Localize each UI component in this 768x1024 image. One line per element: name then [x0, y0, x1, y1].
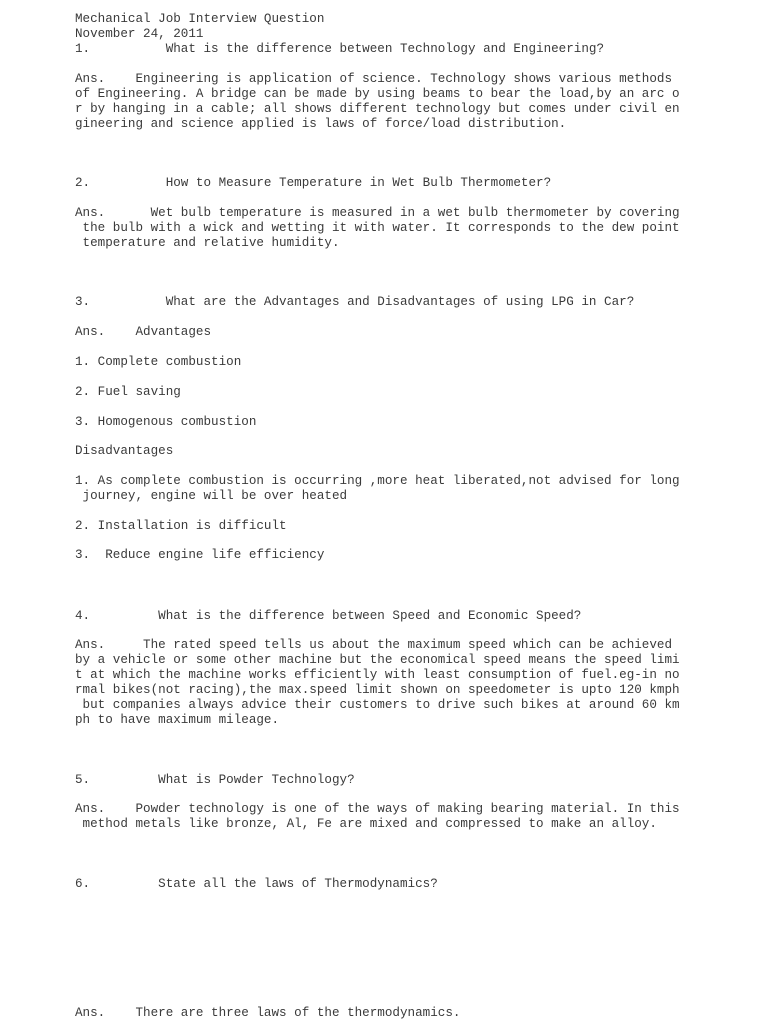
document-title: Mechanical Job Interview Question — [75, 12, 325, 26]
answer-1-line: Ans. Engineering is application of science. Technology shows various methods — [75, 72, 673, 86]
answer-1-line: of Engineering. A bridge can be made by using beams to bear the load,by an arc o — [75, 87, 680, 101]
question-3: 3. What are the Advantages and Disadvantages of using LPG in Car? — [75, 295, 635, 309]
answer-5-line: Ans. Powder technology is one of the ways of making bearing material. In this — [75, 802, 680, 816]
answer-3-line: Ans. Advantages — [75, 325, 212, 339]
question-6: 6. State all the laws of Thermodynamics? — [75, 877, 438, 891]
answer-4-line: ph to have maximum mileage. — [75, 713, 280, 727]
subheading-disadvantages: Disadvantages — [75, 444, 174, 458]
list-item: 1. Complete combustion — [75, 355, 242, 369]
answer-4-line: but companies always advice their customers to drive such bikes at around 60 km — [75, 698, 680, 712]
answer-4-line: rmal bikes(not racing),the max.speed limit shown on speedometer is upto 120 kmph — [75, 683, 680, 697]
list-item: 2. Installation is difficult — [75, 519, 287, 533]
answer-4-line: by a vehicle or some other machine but the economical speed means the speed limi — [75, 653, 680, 667]
question-2: 2. How to Measure Temperature in Wet Bulb Thermometer? — [75, 176, 552, 190]
list-item: 3. Reduce engine life efficiency — [75, 548, 325, 562]
answer-6-line: Ans. There are three laws of the thermodynamics. — [75, 1006, 461, 1020]
answer-1-line: gineering and science applied is laws of force/load distribution. — [75, 117, 567, 131]
answer-5-line: method metals like bronze, Al, Fe are mixed and compressed to make an alloy. — [75, 817, 657, 831]
answer-4-line: Ans. The rated speed tells us about the maximum speed which can be achieved — [75, 638, 673, 652]
document-date: November 24, 2011 — [75, 27, 204, 41]
answer-4-line: t at which the machine works efficiently with least consumption of fuel.eg-in no — [75, 668, 680, 682]
list-item: 3. Homogenous combustion — [75, 415, 257, 429]
answer-2-line: the bulb with a wick and wetting it with water. It corresponds to the dew point — [75, 221, 680, 235]
question-5: 5. What is Powder Technology? — [75, 773, 355, 787]
answer-1-line: r by hanging in a cable; all shows different technology but comes under civil en — [75, 102, 680, 116]
list-item: journey, engine will be over heated — [75, 489, 348, 503]
answer-2-line: temperature and relative humidity. — [75, 236, 340, 250]
question-1: 1. What is the difference between Technology and Engineering? — [75, 42, 605, 56]
answer-2-line: Ans. Wet bulb temperature is measured in a wet bulb thermometer by covering — [75, 206, 680, 220]
list-item: 1. As complete combustion is occurring ,more heat liberated,not advised for long — [75, 474, 680, 488]
list-item: 2. Fuel saving — [75, 385, 181, 399]
question-4: 4. What is the difference between Speed and Economic Speed? — [75, 609, 582, 623]
